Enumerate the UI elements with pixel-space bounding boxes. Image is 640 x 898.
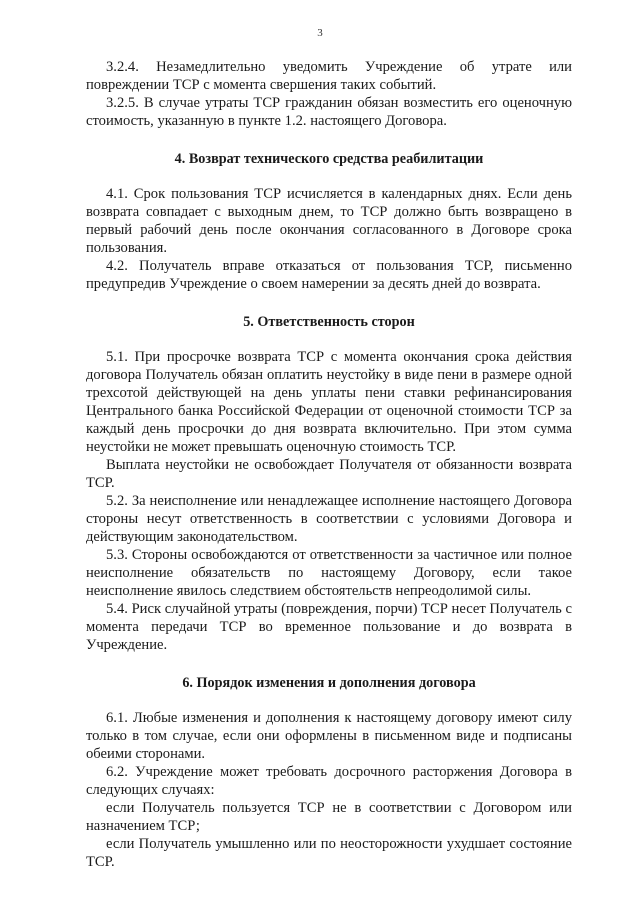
clause-6-2: 6.2. Учреждение может требовать досрочного расторжения Договора в следующих случаях: — [86, 764, 572, 798]
clause-6-1: 6.1. Любые изменения и дополнения к настоящему договору имеют силу только в том случае, если они оформлены в письменном виде и подписаны обеими сторонами. — [86, 710, 572, 762]
document-body — [86, 58, 572, 871]
clause-5-4: 5.4. Риск случайной утраты (повреждения, порчи) ТСР несет Получатель с момента передачи ТСР во временное пользование и до возврата в Учреждение. — [86, 601, 572, 653]
clause-4-2: 4.2. Получатель вправе отказаться от пользования ТСР, письменно предупредив Учреждение о своем намерении за десять дней до возврата. — [86, 258, 572, 292]
clause-3-2-5: 3.2.5. В случае утраты ТСР гражданин обязан возместить его оценочную стоимость, указанную в пункте 1.2. настоящего Договора. — [86, 95, 572, 129]
clause-5-2: 5.2. За неисполнение или ненадлежащее исполнение настоящего Договора стороны несут ответственность в соответствии с условиями Договора и действующим законодательством. — [86, 493, 572, 545]
page-number: 3 — [317, 27, 323, 39]
section-6-heading: 6. Порядок изменения и дополнения договора — [182, 675, 476, 691]
section-4-heading: 4. Возврат технического средства реабилитации — [174, 151, 484, 167]
clause-3-2-4: 3.2.4. Незамедлительно уведомить Учреждение об утрате или повреждении ТСР с момента свершения таких событий. — [86, 59, 572, 93]
clause-5-1: 5.1. При просрочке возврата ТСР с момента окончания срока действия договора Получатель обязан оплатить неустойку в виде пени в размере одной трехсотой действующей на день уплаты пени ставки рефинансирования Центрального банка Российской Федерации от оценочной стоимости ТСР за каждый день просрочки до дня возврата включительно. При этом сумма неустойки не может превышать оценочную стоимость ТСР. — [86, 349, 572, 455]
clause-6-2-case-b: если Получатель умышленно или по неосторожности ухудшает состояние ТСР. — [86, 836, 572, 870]
clause-6-2-case-a: если Получатель пользуется ТСР не в соответствии с Договором или назначением ТСР; — [86, 800, 572, 834]
clause-4-1: 4.1. Срок пользования ТСР исчисляется в календарных днях. Если день возврата совпадает с выходным днем, то ТСР должно быть возвращено в первый рабочий день после окончания согласованного в Договоре срока пользования. — [86, 186, 572, 256]
section-5-heading: 5. Ответственность сторон — [243, 314, 415, 330]
clause-5-1-continuation: Выплата неустойки не освобождает Получателя от обязанности возврата ТСР. — [86, 457, 572, 491]
clause-5-3: 5.3. Стороны освобождаются от ответственности за частичное или полное неисполнение обязательств по настоящему Договору, если такое неисполнение явилось следствием обстоятельств непреодолимой силы. — [86, 547, 572, 599]
